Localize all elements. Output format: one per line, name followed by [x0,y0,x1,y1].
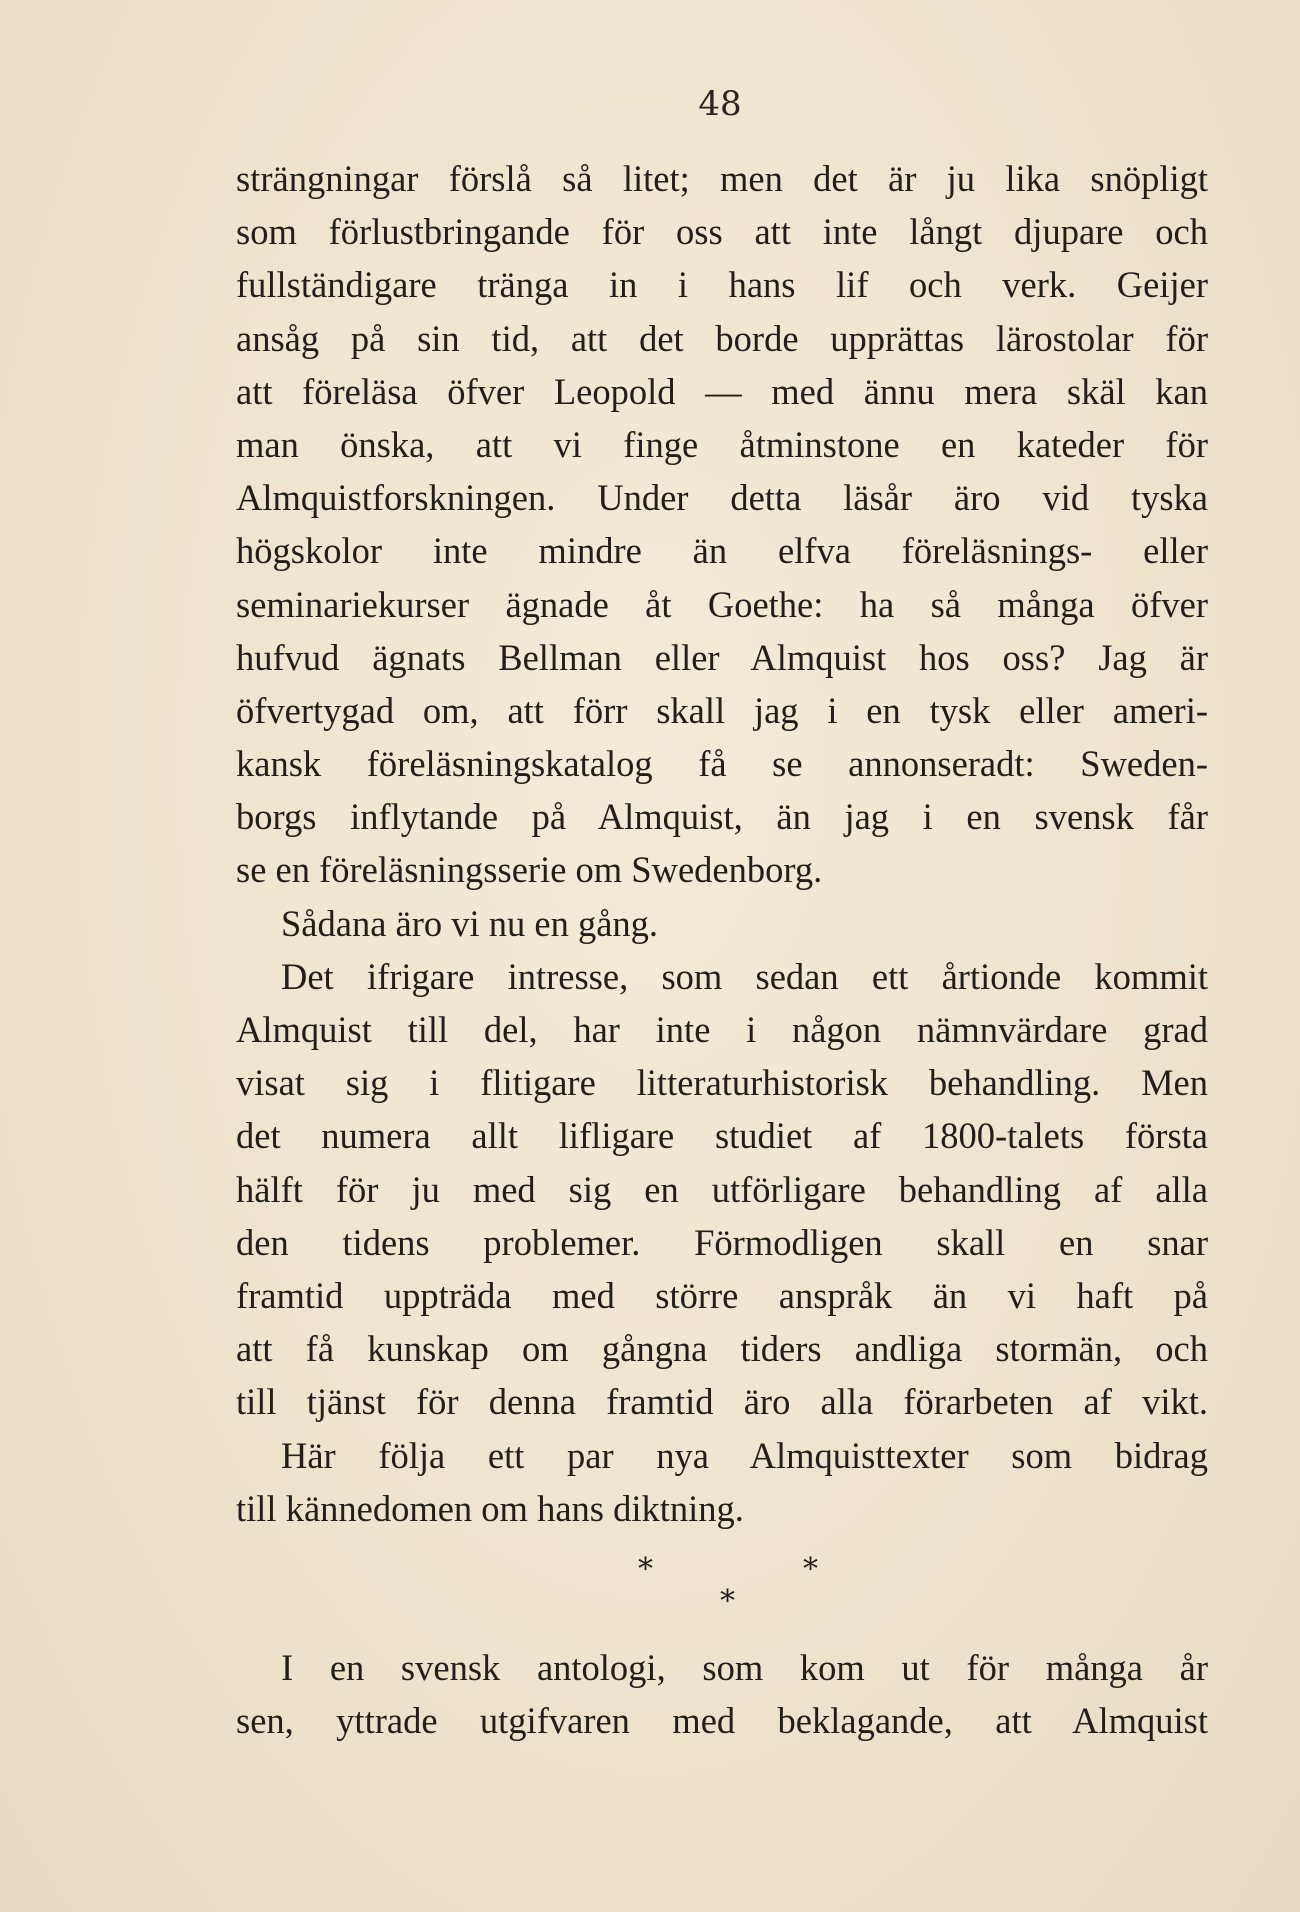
text-line: Det ifrigare intresse, som sedan ett årtionde kommit [281,955,1208,997]
text-line: borgs inflytande på Almquist, än jag i en svensk får [236,796,1208,838]
text-line: I en svensk antologi, som kom ut för många år [281,1646,1208,1688]
asterism-star: * [803,1551,818,1587]
text-line: ansåg på sin tid, att det borde upprättas lärostolar för [236,317,1208,359]
text-line: att få kunskap om gångna tiders andliga stormän, och [236,1328,1208,1370]
text-line: se en föreläsningsserie om Swedenborg. [236,849,823,891]
text-line: öfvertygad om, att förr skall jag i en tysk eller ameri- [236,689,1208,731]
text-line: kansk föreläsningskatalog få se annonseradt: Sweden- [236,743,1208,785]
text-line: framtid uppträda med större anspråk än vi haft på [236,1274,1208,1316]
text-line: seminariekurser ägnade åt Goethe: ha så många öfver [236,583,1208,625]
text-line: Sådana äro vi nu en gång. [281,902,659,944]
text-line: Här följa ett par nya Almquisttexter som bidrag [281,1434,1208,1476]
text-line: det numera allt lifligare studiet af 1800-talets första [236,1115,1208,1157]
text-line: att föreläsa öfver Leopold — med ännu mera skäl kan [236,370,1208,412]
text-line: hufvud ägnats Bellman eller Almquist hos oss? Jag är [236,636,1208,678]
section-separator [236,1535,1208,1641]
text-line: som förlustbringande för oss att inte långt djupare och [236,211,1208,253]
page-number: 48 [698,84,742,124]
text-line: hälft för ju med sig en utförligare behandling af alla [236,1168,1208,1210]
text-line: Almquistforskningen. Under detta läsår äro vid tyska [236,477,1208,519]
asterism-star: * [638,1551,653,1587]
text-line: till kännedomen om hans diktning. [236,1487,744,1529]
text-line: man önska, att vi finge åtminstone en kateder för [236,423,1208,465]
text-line: sen, yttrade utgifvaren med beklagande, att Almquist [236,1700,1208,1742]
text-line: visat sig i flitigare litteraturhistorisk behandling. Men [236,1062,1208,1104]
asterism-star: * [720,1583,735,1619]
text-line: fullständigare tränga in i hans lif och verk. Geijer [236,264,1208,306]
text-line: högskolor inte mindre än elfva föreläsnings- eller [236,530,1208,572]
text-line: den tidens problemer. Förmodligen skall en snar [236,1221,1208,1263]
text-line: strängningar förslå så litet; men det är ju lika snöpligt [236,158,1208,199]
text-line: till tjänst för denna framtid äro alla förarbeten af vikt. [236,1381,1208,1423]
body-text [236,152,1208,1747]
text-line: Almquist till del, har inte i någon nämnvärdare grad [236,1009,1208,1050]
